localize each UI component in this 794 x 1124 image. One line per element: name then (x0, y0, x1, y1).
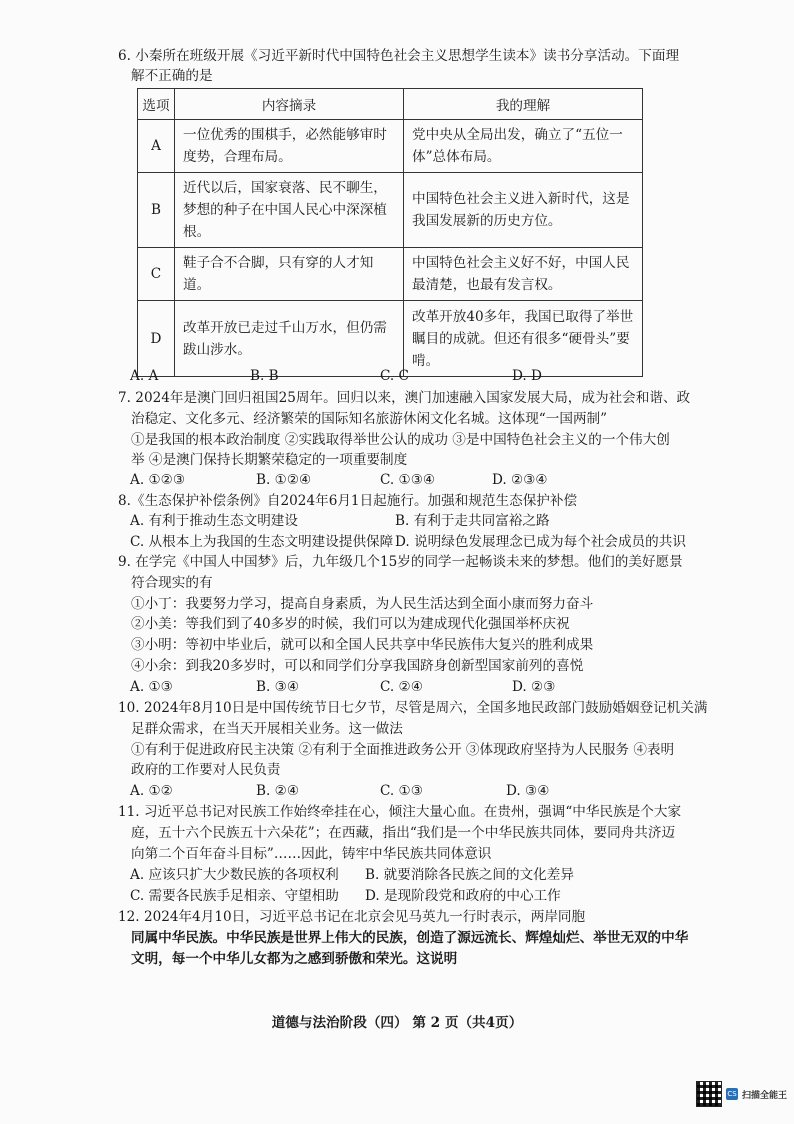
option-a[interactable]: A. 应该只扩大少数民族的各项权利 (130, 867, 339, 883)
row-understanding: 中国特色社会主义进入新时代，这是我国发展新的历史方位。 (404, 173, 643, 248)
row-excerpt: 鞋子合不合脚，只有穿的人才知道。 (175, 248, 404, 301)
q7-stem-3: ①是我国的根本政治制度 ②实践取得举世公认的成功 ③是中国特色社会主义的一个伟大创 (131, 432, 670, 448)
option-c[interactable]: C. ①③④ (380, 472, 436, 488)
row-understanding: 改革开放40多年，我国已取得了举世瞩目的成就。但还有很多“硬骨头”要啃。 (404, 301, 643, 377)
table-row (138, 120, 643, 173)
table-header-row (138, 89, 643, 120)
q6-stem: 6. 小秦所在班级开展《习近平新时代中国特色社会主义思想学生读本》读书分享活动。下面理 (118, 48, 680, 64)
option-c[interactable]: C. 从根本上为我国的生态文明建设提供保障 (130, 534, 394, 550)
q10-stem: 10. 2024年8月10日是中国传统节日七夕节，尽管是周六，全国多地民政部门鼓励婚姻登记机关满 (118, 700, 708, 716)
q8-stem: 8.《生态保护补偿条例》自2024年6月1日起施行。加强和规范生态保护补偿 (118, 493, 578, 509)
q12-stem-3: 文明，每一个中华儿女都为之感到骄傲和荣光。这说明 (131, 951, 458, 967)
q12-stem: 12. 2024年4月10日，习近平总书记在北京会见马英九一行时表示，两岸同胞 (118, 909, 586, 925)
row-excerpt: 改革开放已走过千山万水，但仍需跋山涉水。 (175, 301, 404, 377)
q11-stem-3: 向第二个百年奋斗目标”……因此，铸牢中华民族共同体意识 (131, 846, 492, 862)
option-a[interactable]: A. ①②③ (130, 472, 186, 488)
q7-options (130, 470, 650, 490)
q9-statement-1: ①小丁：我要努力学习，提高自身素质，为人民生活达到全面小康而努力奋斗 (131, 596, 594, 612)
qr-code-icon (696, 1081, 722, 1107)
cs-logo-icon: CS (727, 1090, 737, 1098)
q6-table (137, 88, 643, 377)
q9-options (130, 677, 650, 697)
q7-stem-2: 治稳定、文化多元、经济繁荣的国际知名旅游休闲文化名城。这体现“一国两制” (131, 411, 608, 427)
option-d[interactable]: D. 说明绿色发展理念已成为每个社会成员的共识 (395, 534, 686, 550)
q9-statement-4: ④小余：到我20多岁时，可以和同学们分享我国跻身创新型国家前列的喜悦 (131, 658, 584, 674)
option-a[interactable]: A. ①③ (130, 679, 173, 695)
option-a[interactable]: A. ①② (130, 783, 173, 799)
option-c[interactable]: C. 需要各民族手足相亲、守望相助 (130, 888, 339, 904)
option-d[interactable]: D. ③④ (506, 783, 550, 799)
page-footer: 道德与法治阶段（四） 第 2 页（共4页） (271, 1015, 523, 1031)
option-c[interactable]: C. ①③ (380, 783, 423, 799)
row-option: A (138, 120, 175, 173)
option-b[interactable]: B. ①②④ (256, 472, 312, 488)
option-d[interactable]: D. ②③ (512, 679, 556, 695)
scanner-watermark (696, 1081, 787, 1107)
row-option: D (138, 301, 175, 377)
q7-stem-4: 举 ④是澳门保持长期繁荣稳定的一项重要制度 (131, 452, 408, 468)
q9-stem-2: 符合现实的有 (131, 575, 213, 591)
header-excerpt: 内容摘录 (175, 89, 404, 120)
option-a[interactable]: A. A (130, 368, 159, 384)
row-option: B (138, 173, 175, 248)
q10-stem-2: 足群众需求，在当天开展相关业务。这一做法 (131, 721, 403, 737)
row-option: C (138, 248, 175, 301)
option-d[interactable]: D. D (512, 368, 542, 384)
option-a[interactable]: A. 有利于推动生态文明建设 (130, 513, 298, 529)
q10-stem-3: ①有利于促进政府民主决策 ②有利于全面推进政务公开 ③体现政府坚持为人民服务 ④表明 (131, 742, 675, 758)
row-excerpt: 一位优秀的围棋手，必然能够审时度势，合理布局。 (175, 120, 404, 173)
scanner-brand: 扫描全能王 (742, 1090, 788, 1101)
option-b[interactable]: B. B (250, 368, 279, 384)
table-row (138, 248, 643, 301)
option-b[interactable]: B. 有利于走共同富裕之路 (395, 513, 550, 529)
option-b[interactable]: B. ③④ (256, 679, 300, 695)
option-b[interactable]: B. ②④ (256, 783, 300, 799)
row-understanding: 中国特色社会主义好不好，中国人民最清楚，也最有发言权。 (404, 248, 643, 301)
q12-stem-2: 同属中华民族。中华民族是世界上伟大的民族，创造了源远流长、辉煌灿烂、举世无双的中华 (131, 930, 689, 946)
q8-options-row1 (130, 511, 670, 531)
row-understanding: 党中央从全局出发，确立了“五位一体”总体布局。 (404, 120, 643, 173)
table-row (138, 173, 643, 248)
q8-options-row2 (130, 532, 686, 552)
q9-statement-2: ②小美：等我们到了40多岁的时候，我们可以为建成现代化强国举杯庆祝 (131, 616, 570, 632)
q9-statement-3: ③小明：等初中毕业后，就可以和全国人民共享中华民族伟大复兴的胜利成果 (131, 637, 594, 653)
q7-stem: 7. 2024年是澳门回归祖国25周年。回归以来，澳门加速融入国家发展大局，成为社会和谐、政 (118, 390, 691, 406)
q6-options (130, 366, 650, 386)
q9-stem: 9. 在学完《中国人中国梦》后，九年级几个15岁的同学一起畅谈未来的梦想。他们的美好愿景 (118, 554, 683, 570)
q6-stem-2: 解不正确的是 (131, 68, 213, 84)
row-excerpt: 近代以后，国家衰落、民不聊生，梦想的种子在中国人民心中深深植根。 (175, 173, 404, 248)
option-d[interactable]: D. ②③④ (492, 472, 548, 488)
option-c[interactable]: C. ②④ (380, 679, 423, 695)
q10-stem-4: 政府的工作要对人民负责 (131, 762, 281, 778)
q11-stem-2: 庭，五十六个民族五十六朵花”；在西藏，指出“我们是一个中华民族共同体，要同舟共济迈 (131, 825, 676, 841)
header-understanding: 我的理解 (404, 89, 643, 120)
option-c[interactable]: C. C (380, 368, 409, 384)
option-d[interactable]: D. 是现阶段党和政府的中心工作 (365, 888, 561, 904)
q10-options (130, 781, 650, 801)
option-b[interactable]: B. 就要消除各民族之间的文化差异 (365, 867, 574, 883)
q11-stem: 11. 习近平总书记对民族工作始终牵挂在心，倾注大量心血。在贵州，强调“中华民族是个大家 (118, 804, 682, 820)
header-option: 选项 (138, 89, 175, 120)
q11-options-row1 (130, 865, 670, 885)
q11-options-row2 (130, 886, 670, 906)
